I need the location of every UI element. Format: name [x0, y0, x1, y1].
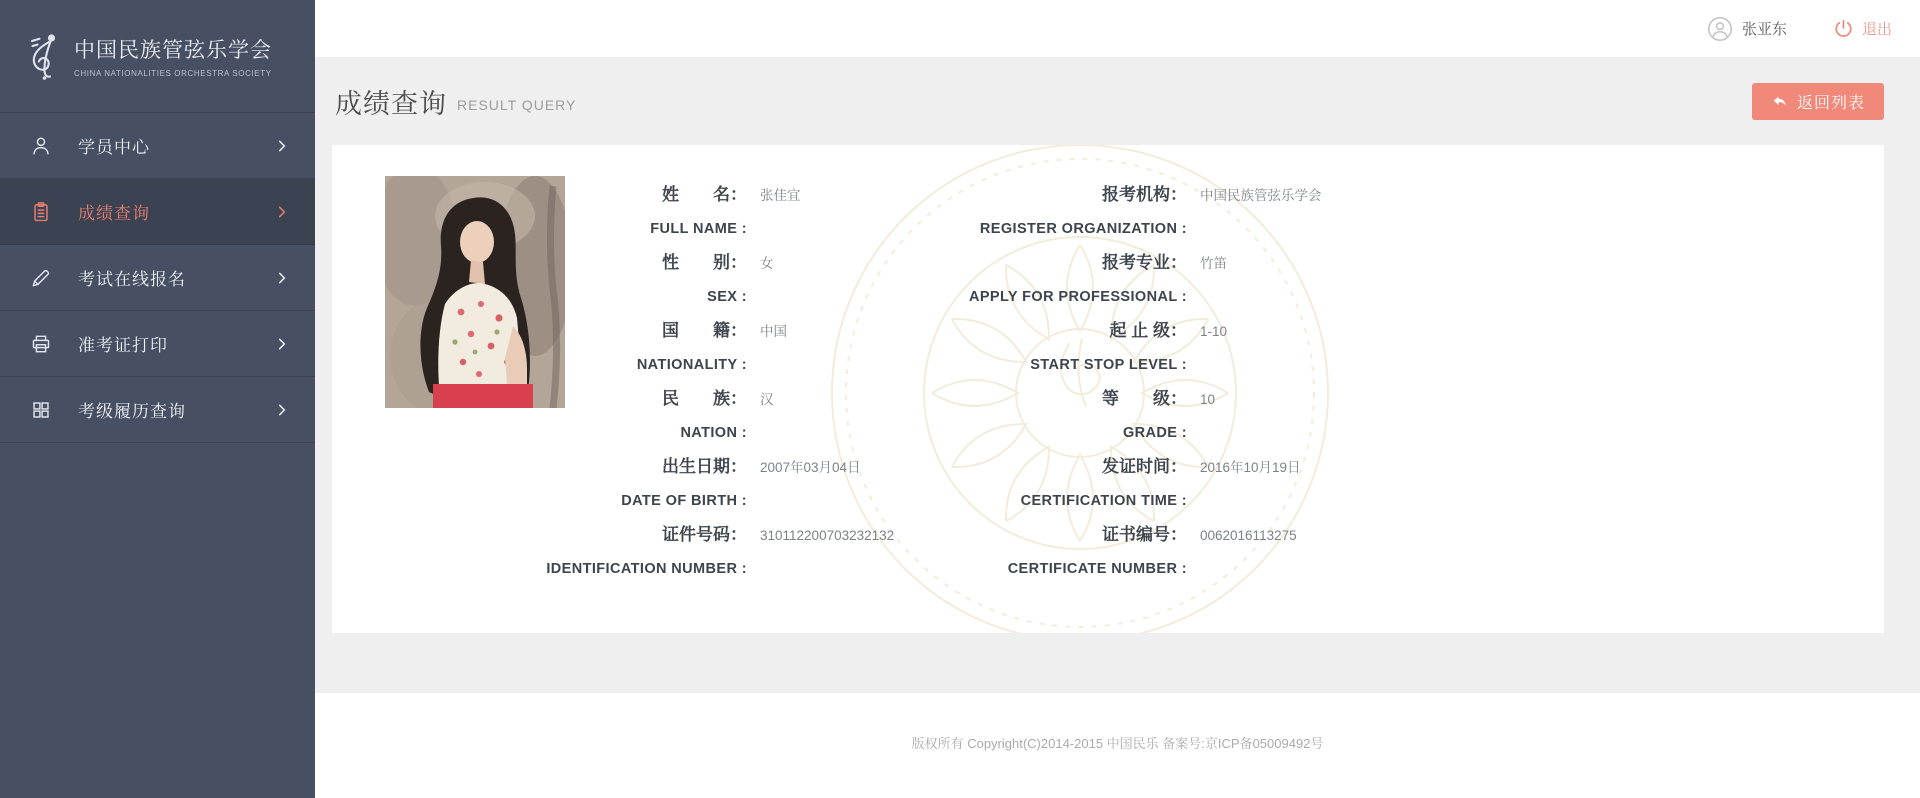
field-identification-number — [412, 518, 894, 586]
field-apply-professional — [852, 246, 1322, 314]
sidebar-item-grade-history-query[interactable] — [0, 377, 315, 443]
fields-column-left — [412, 178, 894, 586]
field-label-zh: 等 级： — [1102, 389, 1187, 408]
sidebar-item-label: 学员中心 — [78, 138, 150, 157]
field-value: 中国民族管弦乐学会 — [1200, 188, 1322, 203]
field-label-en: DATE OF BIRTH : — [621, 493, 747, 509]
sidebar-item-admission-ticket-print[interactable] — [0, 311, 315, 377]
field-value: 汉 — [760, 392, 774, 407]
music-clef-icon — [20, 31, 64, 81]
user-icon — [30, 135, 52, 157]
field-value: 1-10 — [1200, 324, 1228, 339]
back-button-label: 返回列表 — [1796, 94, 1865, 112]
field-label-en: REGISTER ORGANIZATION : — [979, 221, 1187, 237]
logout-button[interactable] — [1833, 18, 1892, 39]
field-certification-time — [852, 450, 1322, 518]
logout-label: 退出 — [1861, 21, 1892, 38]
field-label-en: SEX : — [707, 289, 747, 305]
field-value: 2016年10月19日 — [1200, 460, 1301, 475]
sidebar-item-label: 准考证打印 — [78, 336, 168, 355]
field-value: 0062016113275 — [1200, 528, 1297, 543]
footer — [315, 693, 1920, 798]
field-label-en: APPLY FOR PROFESSIONAL : — [968, 289, 1187, 305]
power-icon — [1833, 18, 1854, 39]
field-nationality — [412, 314, 894, 382]
field-label-en: CERTIFICATE NUMBER : — [1007, 561, 1187, 577]
field-label-zh: 报考专业： — [1102, 253, 1187, 272]
fields-column-right — [852, 178, 1322, 586]
main-area — [315, 0, 1920, 798]
field-label-en: GRADE : — [1122, 425, 1187, 441]
field-sex — [412, 246, 894, 314]
field-start-stop-level — [852, 314, 1322, 382]
field-date-of-birth — [412, 450, 894, 518]
brand-text — [74, 34, 272, 78]
result-detail-panel — [332, 145, 1884, 633]
field-label-zh: 性 别： — [662, 253, 747, 272]
field-nation — [412, 382, 894, 450]
field-value: 女 — [760, 256, 774, 271]
field-label-en: NATION : — [680, 425, 747, 441]
reply-arrow-icon — [1771, 93, 1788, 110]
field-label-zh: 证件号码： — [662, 525, 747, 544]
chevron-right-icon — [275, 271, 289, 285]
field-certificate-number — [852, 518, 1322, 586]
field-value: 中国 — [760, 324, 787, 339]
grid-icon — [30, 399, 52, 421]
field-label-en: CERTIFICATION TIME : — [1020, 493, 1187, 509]
back-to-list-button[interactable] — [1752, 83, 1884, 120]
username: 张亚东 — [1741, 21, 1787, 38]
copyright-text: 版权所有 Copyright(C)2014-2015 中国民乐 备案号:京ICP备05009492号 — [911, 736, 1324, 751]
page-header — [315, 57, 1920, 145]
field-value: 10 — [1200, 392, 1216, 407]
field-full-name — [412, 178, 894, 246]
chevron-right-icon — [275, 205, 289, 219]
field-label-zh: 出生日期： — [662, 457, 747, 476]
page-title: 成绩查询 — [335, 88, 447, 119]
field-value: 310112200703232132 — [760, 528, 895, 543]
chevron-right-icon — [275, 403, 289, 417]
field-label-zh: 证书编号： — [1102, 525, 1187, 544]
sidebar-item-label: 考级履历查询 — [78, 402, 186, 421]
brand-subtitle: CHINA NATIONALITIES ORCHESTRA SOCIETY — [74, 69, 272, 78]
pencil-icon — [30, 267, 52, 289]
field-label-en: FULL NAME : — [650, 221, 747, 237]
user-menu[interactable] — [1707, 16, 1787, 42]
clipboard-icon — [30, 201, 52, 223]
field-label-zh: 发证时间： — [1102, 457, 1187, 476]
field-value: 竹笛 — [1200, 256, 1227, 271]
field-label-zh: 姓 名： — [662, 185, 747, 204]
field-label-zh: 民 族： — [662, 389, 747, 408]
avatar-icon — [1707, 16, 1733, 42]
field-value: 张佳宜 — [760, 188, 801, 203]
brand-block — [0, 0, 315, 112]
field-label-zh: 报考机构： — [1102, 185, 1187, 204]
sidebar-item-result-query[interactable] — [0, 179, 315, 245]
sidebar — [0, 0, 315, 798]
sidebar-item-exam-registration[interactable] — [0, 245, 315, 311]
topbar — [315, 0, 1920, 57]
sidebar-item-label: 成绩查询 — [78, 204, 150, 223]
sidebar-item-label: 考试在线报名 — [78, 270, 186, 289]
sidebar-item-student-center[interactable] — [0, 113, 315, 179]
field-label-en: START STOP LEVEL : — [1030, 357, 1187, 373]
field-label-zh: 起 止 级： — [1109, 321, 1187, 340]
field-label-zh: 国 籍： — [662, 321, 747, 340]
field-grade — [852, 382, 1322, 450]
page-subtitle: RESULT QUERY — [457, 97, 577, 113]
field-label-en: IDENTIFICATION NUMBER : — [546, 561, 747, 577]
field-label-en: NATIONALITY : — [636, 357, 747, 373]
field-register-organization — [852, 178, 1322, 246]
brand-title: 中国民族管弦乐学会 — [74, 39, 272, 62]
chevron-right-icon — [275, 337, 289, 351]
printer-icon — [30, 333, 52, 355]
chevron-right-icon — [275, 139, 289, 153]
sidebar-menu — [0, 112, 315, 443]
field-value: 2007年03月04日 — [760, 460, 861, 475]
